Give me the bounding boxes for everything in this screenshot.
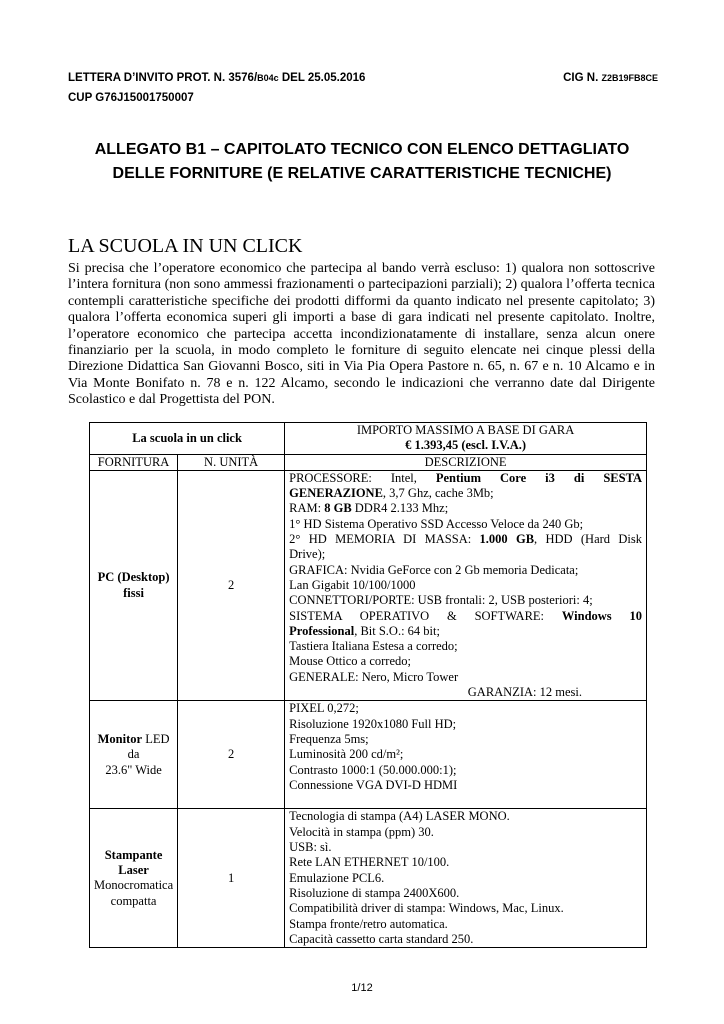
specifications-table <box>89 422 647 948</box>
item-description-printer: Tecnologia di stampa (A4) LASER MONO. Velocità in stampa (ppm) 30. USB: sì. Rete LAN ETHERNET 10/100. Emulazione PCL6. Risoluzione di stampa 2400X600. Compatibilità driver di stampa: Windows, Mac, Linux. Stampa fronte/retro automatica. Capacità cassetto carta standard 250. <box>285 809 647 948</box>
table-header-row <box>90 423 647 455</box>
cig-number: CIG N. Z2B19FB8CE <box>563 72 658 84</box>
max-amount-label: IMPORTO MASSIMO A BASE DI GARA <box>356 423 575 437</box>
letter-reference: LETTERA D’INVITO PROT. N. 3576/B04c DEL 25.05.2016 <box>68 72 366 84</box>
table-row <box>90 470 647 700</box>
item-description-pc: PROCESSORE: Intel, Pentium Core i3 di SESTA GENERAZIONE, 3,7 Ghz, cache 3Mb; RAM: 8 GB DDR4 2.133 Mhz; 1° HD Sistema Operativo SSD Accesso Veloce da 240 Gb; 2° HD MEMORIA DI MASSA: 1.000 GB, HDD (Hard Disk Drive); GRAFICA: Nvidia GeForce con 2 Gb memoria Dedicata; Lan Gigabit 10/100/1000 CONNETTORI/PORTE: USB frontali: 2, USB posteriori: 4; SISTEMA OPERATIVO & SOFTWARE: Windows 10 Professional, Bit S.O.: 64 bit; Tastiera Italiana Estesa a corredo; Mouse Ottico a corredo; GENERALE: Nero, Micro Tower GARANZIA: 12 mesi. <box>285 470 647 700</box>
page-number: 1/12 <box>351 982 373 994</box>
document-title <box>60 138 664 186</box>
cup-number: CUP G76J15001750007 <box>68 92 194 104</box>
column-header-descrizione: DESCRIZIONE <box>285 454 647 470</box>
column-header-unita: N. UNITÀ <box>178 454 285 470</box>
item-description-monitor: PIXEL 0,272; Risoluzione 1920x1080 Full HD; Frequenza 5ms; Luminosità 200 cd/m²; Contrasto 1000:1 (50.000.000:1); Connessione VGA DVI-D HDMI <box>285 701 647 809</box>
title-line-2: DELLE FORNITURE (E RELATIVE CARATTERISTICHE TECNICHE) <box>112 165 612 182</box>
cig-code: Z2B19FB8CE <box>601 73 658 83</box>
intro-paragraph: Si precisa che l’operatore economico che partecipa al bando verrà escluso: 1) qualora non sottoscrive l’intera fornitura (non sono ammessi frazionamenti o partecipazioni parziali); 2) qualora l’offerta tecnica contempli caratteristiche specifiche dei prodotti difformi da quanto indicato nel presente capitolato; 3) qualora l’offerta economica superi gli importi a base di gara indicati nel presente capitolato. Inoltre, l’operatore economico che partecipa accetta incondizionatamente di installare, senza alcun onere finanziario per la scuola, in modo completo le forniture di seguito elencate nei cinque plessi della Direzione Didattica San Giovanni Bosco, siti in Via Pia Opera Pastore n. 65, n. 67 e n. 10 Alcamo e in Via Monte Bonifato n. 78 e n. 122 Alcamo, secondo le indicazioni che verranno date dal Dirigente Scolastico e dal Progettista del PON. <box>68 261 655 408</box>
item-name-pc: PC (Desktop) fissi <box>90 470 178 700</box>
item-name-printer: Stampante Laser Monocromatica compatta <box>90 809 178 948</box>
section-heading: LA SCUOLA IN UN CLICK <box>68 235 303 257</box>
column-header-fornitura: FORNITURA <box>90 454 178 470</box>
item-units-monitor: 2 <box>178 701 285 809</box>
max-amount-cell <box>285 423 647 455</box>
column-header-row <box>90 454 647 470</box>
table-row <box>90 809 647 948</box>
letter-header <box>68 68 658 108</box>
letter-code: B04c <box>257 73 279 83</box>
item-units-printer: 1 <box>178 809 285 948</box>
title-line-1: ALLEGATO B1 – CAPITOLATO TECNICO CON ELENCO DETTAGLIATO <box>94 141 630 158</box>
project-label: La scuola in un click <box>90 423 285 455</box>
item-units-pc: 2 <box>178 470 285 700</box>
table-row <box>90 701 647 809</box>
item-name-monitor: Monitor LED da 23.6" Wide <box>90 701 178 809</box>
max-amount-value: € 1.393,45 (escl. I.V.A.) <box>405 438 527 453</box>
